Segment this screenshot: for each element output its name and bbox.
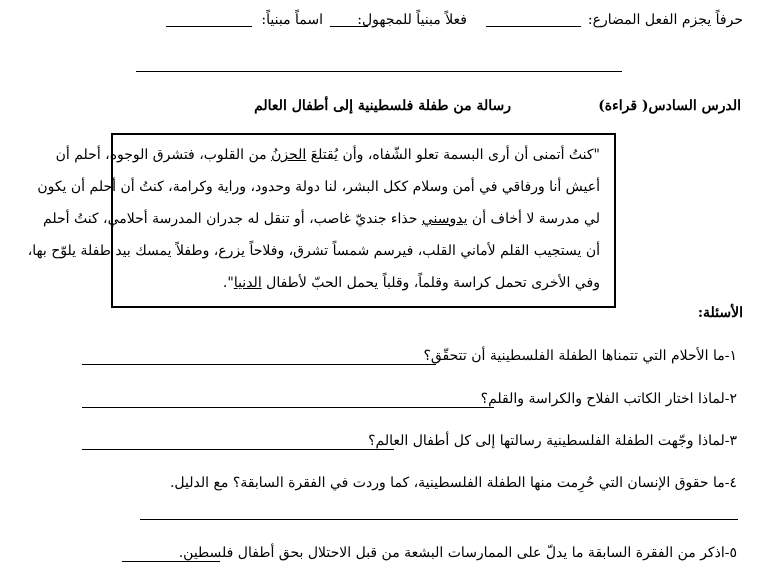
- answer-blank-2[interactable]: [330, 26, 368, 27]
- question-1: ١-ما الأحلام التي تتمناها الطفلة الفلسطينية أن تتحقّق؟: [423, 348, 737, 364]
- passage-line-5: وفي الأخرى تحمل كراسة وقلماً، وقلباً يحمل الحبّ لأطفال الدنيا".: [222, 275, 600, 291]
- fill-in-noun: اسماً مبنياً:: [261, 12, 323, 28]
- passage-line-4: أن يستجيب القلم لأماني القلب، فيرسم شمساً تشرق، وفلاحاً يزرع، وطفلاً يمسك بيد طفلة يلوّح بها،: [27, 243, 600, 259]
- passage-line-3: لي مدرسة لا أخاف أن يدوسني حذاء جنديّ غاصب، أو تنقل له جدران المدرسة أحلامي، كنتُ أحلم: [43, 211, 600, 227]
- question-2: ٢-لماذا اختار الكاتب الفلاح والكراسة والقلم؟: [480, 391, 737, 407]
- answer-line-3[interactable]: [82, 449, 394, 450]
- passage-line-2: أعيش أنا ورفاقي في أمن وسلام ككل البشر، لنا دولة وحدود، وراية وكرامة، كنتُ أن أحلم أن يكون: [37, 179, 600, 195]
- separator-line[interactable]: [136, 71, 622, 72]
- answer-blank-1[interactable]: [486, 26, 581, 27]
- passage-box: [27, 133, 616, 308]
- answer-line-5[interactable]: [122, 561, 220, 562]
- answer-blank-3[interactable]: [166, 26, 252, 27]
- fill-in-verb: حرفاً يجزم الفعل المضارع:: [587, 12, 743, 28]
- questions-label: الأسئلة:: [697, 305, 743, 321]
- question-5: ٥-اذكر من الفقرة السابقة ما يدلّ على الممارسات البشعة من قبل الاحتلال بحق أطفال فلسطين.: [178, 545, 737, 561]
- passage-line-1: "كنتُ أتمنى أن أرى البسمة تعلو الشّفاه، وأن يُقتلعَ الحزنُ من القلوب، فتشرق الوجوه، أحلم أن: [55, 147, 600, 163]
- lesson-label: الدرس السادس( قراءة): [598, 98, 741, 114]
- answer-line-1[interactable]: [82, 364, 436, 365]
- question-3: ٣-لماذا وجّهت الطفلة الفلسطينية رسالتها إلى كل أطفال العالم؟: [368, 433, 737, 449]
- question-4: ٤-ما حقوق الإنسان التي حُرِمت منها الطفلة الفلسطينية، كما وردت في الفقرة السابقة؟ مع الدليل.: [169, 475, 737, 491]
- lesson-title: رسالة من طفلة فلسطينية إلى أطفال العالم: [254, 98, 511, 114]
- answer-line-2[interactable]: [82, 407, 494, 408]
- fill-in-passive: فعلاً مبنياً للمجهول:: [357, 12, 467, 28]
- answer-line-4[interactable]: [140, 519, 738, 520]
